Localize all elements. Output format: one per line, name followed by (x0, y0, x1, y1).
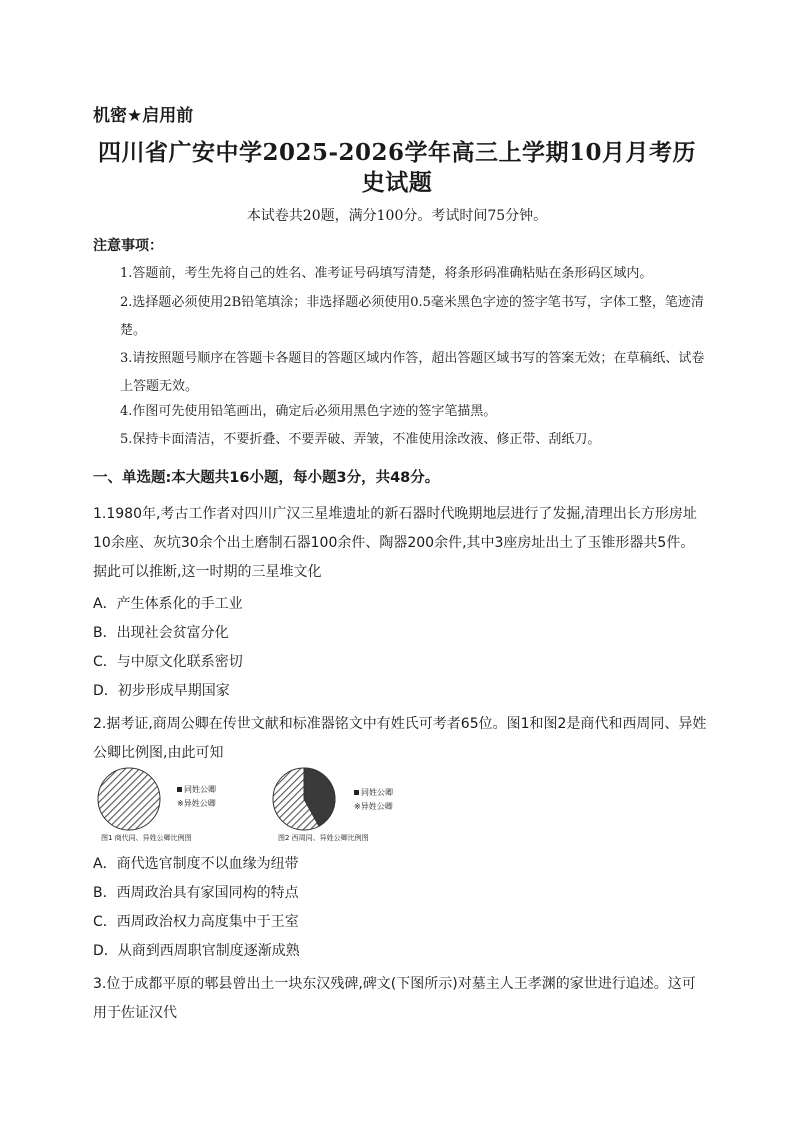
figure-2-caption: 图2 西周同、异姓公卿比例图 (278, 834, 369, 842)
note-item: 1.答题前，考生先将自己的姓名、准考证号码填写清楚，将条形码准确粘贴在条形码区域内。 (120, 266, 653, 281)
question-1-option-c: C．与中原文化联系密切 (93, 654, 243, 670)
question-2-option-d: D．从商到西周职官制度逐渐成熟 (93, 943, 300, 959)
figure-1-caption: 图1 商代同、异姓公卿比例图 (101, 834, 192, 842)
figure-1-legend-same (177, 784, 216, 795)
question-2-option-c: C．西周政治权力高度集中于王室 (93, 914, 299, 930)
question-2-stem: 2.据考证,商周公卿在传世文献和标准器铭文中有姓氏可考者65位。图1和图2是商代和西周同、异姓公卿比例图,由此可知 (93, 716, 707, 761)
question-1-option-b: B．出现社会贫富分化 (93, 625, 229, 641)
figure-2-legend-same (354, 787, 393, 798)
legend-label: 异姓公卿 (183, 799, 216, 808)
figure-1-slice-different (98, 768, 160, 830)
note-item: 5.保持卡面清洁，不要折叠、不要弄破、弄皱，不准使用涂改液、修正带、刮纸刀。 (120, 432, 601, 447)
note-item: 4.作图可先使用铅笔画出，确定后必须用黑色字迹的签字笔描黑。 (120, 404, 497, 419)
page-title-line2: 史试题 (361, 169, 433, 196)
page-title-line1: 四川省广安中学2025-2026学年高三上学期10月月考历 (97, 139, 697, 166)
question-3-stem: 3.位于成都平原的郫县曾出土一块东汉残碑,碑文(下图所示)对墓主人王孝渊的家世进行追述。这可用于佐证汉代 (93, 976, 696, 1021)
legend-hatch-icon: ※ (354, 802, 361, 811)
figure-1 (93, 765, 258, 845)
figure-1-pie (93, 765, 165, 833)
note-item: 3.请按照题号顺序在答题卡各题目的答题区域内作答，超出答题区域书写的答案无效；在草稿纸、试卷上答题无效。 (120, 351, 705, 394)
question-1-option-d: D．初步形成早期国家 (93, 683, 230, 699)
legend-swatch-icon (354, 790, 359, 795)
legend-label: 异姓公卿 (360, 802, 393, 811)
legend-label: 同姓公卿 (361, 788, 393, 797)
question-2-option-a: A．商代选官制度不以血缘为纽带 (93, 856, 299, 872)
figure-2 (268, 765, 418, 845)
notes-heading: 注意事项： (93, 238, 163, 254)
figure-1-legend-different (177, 798, 216, 809)
question-1-option-a: A．产生体系化的手工业 (93, 596, 243, 612)
figure-2-legend-different (354, 801, 393, 812)
exam-info: 本试卷共20题，满分100分。考试时间75分钟。 (246, 208, 548, 224)
legend-hatch-icon: ※ (177, 799, 184, 808)
confidential-label: 机密★启用前 (93, 106, 194, 126)
question-1-stem: 1.1980年,考古工作者对四川广汉三星堆遗址的新石器时代晚期地层进行了发掘,清理出长方形房址10余座、灰坑30余个出土磨制石器100余件、陶器200余件,其中3座房址出土了玉锥形器共5件。据此可以推断,这一时期的三星堆文化 (93, 506, 697, 580)
figure-2-pie (268, 765, 340, 833)
legend-swatch-icon (177, 787, 182, 792)
legend-label: 同姓公卿 (184, 785, 216, 794)
section-heading: 一、单选题:本大题共16小题，每小题3分，共48分。 (93, 470, 440, 486)
question-2-option-b: B．西周政治具有家国同构的特点 (93, 885, 299, 901)
note-item: 2.选择题必须使用2B铅笔填涂；非选择题必须使用0.5毫米黑色字迹的签字笔书写，字体工整，笔迹清楚。 (120, 295, 704, 338)
